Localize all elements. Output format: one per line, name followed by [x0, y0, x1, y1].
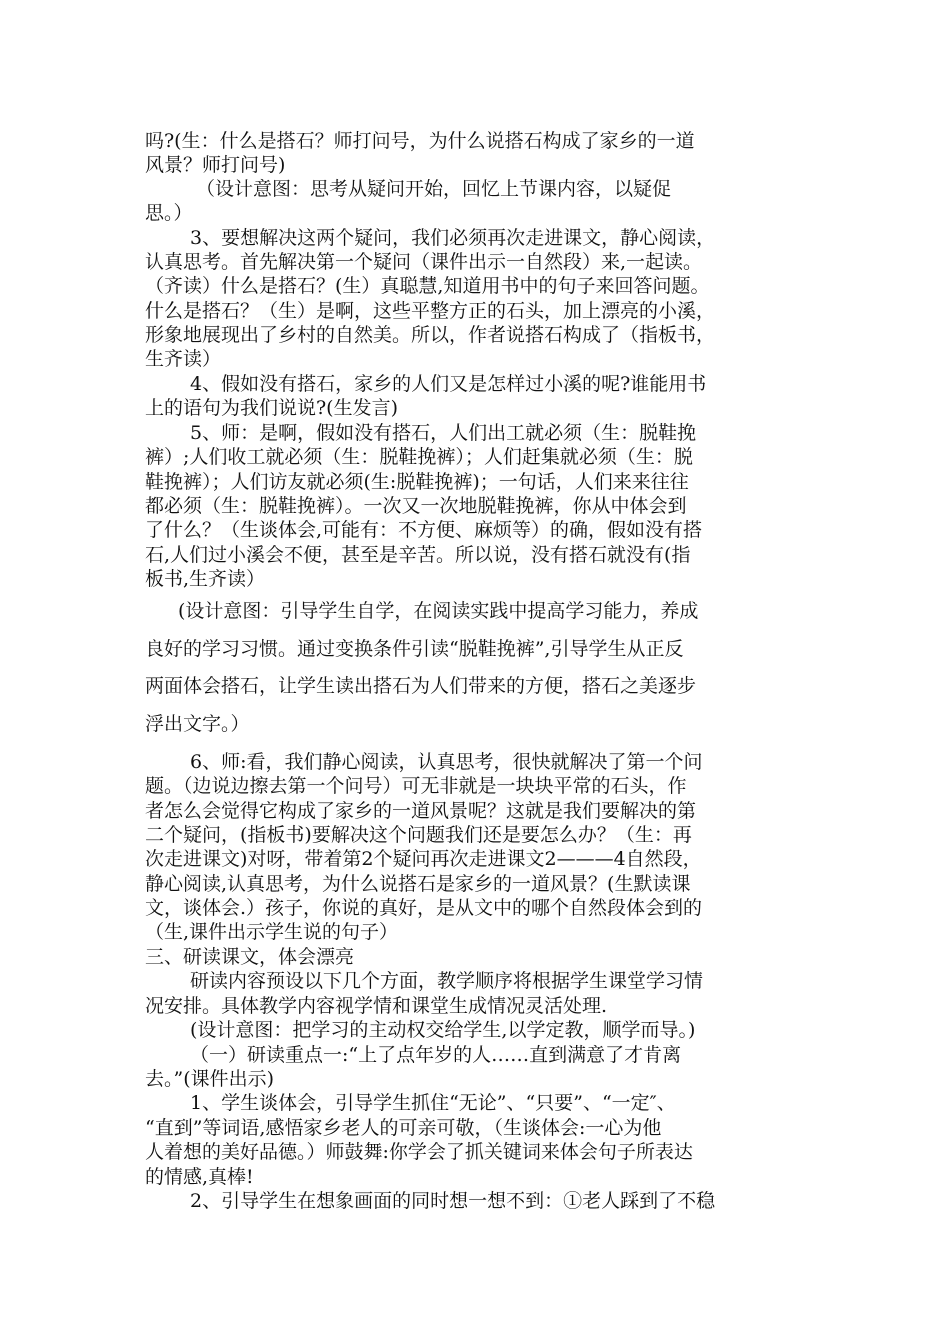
- text-line: 生齐读）: [145, 348, 222, 370]
- text-line: 的情感,真棒!: [145, 1166, 254, 1188]
- text-line: 题。（边说边擦去第一个问号）可无非就是一块块平常的石头，作: [145, 775, 687, 797]
- text-line: 都必须（生：脱鞋挽裤）。一次又一次地脱鞋挽裤，你从中体会到: [145, 495, 687, 517]
- text-line: （设计意图：思考从疑问开始，回忆上节课内容，以疑促: [196, 178, 672, 200]
- text-line: 二个疑问，(指板书)要解决这个问题我们还是要怎么办？（生：再: [145, 824, 692, 846]
- text-line: “直到”等词语,感悟家乡老人的可亲可敬，（生谈体会:一心为他: [145, 1117, 662, 1139]
- text-line: 认真思考。首先解决第一个疑问（课件出示一自然段）来,一起读。: [145, 251, 703, 273]
- text-line: 吗?(生：什么是搭石？师打问号，为什么说搭石构成了家乡的一道: [145, 130, 695, 152]
- text-line: 者怎么会觉得它构成了家乡的一道风景呢？这就是我们要解决的第: [145, 800, 697, 822]
- text-line: 4、假如没有搭石，家乡的人们又是怎样过小溪的呢?谁能用书: [190, 373, 707, 395]
- text-line: 人着想的美好品德。）师鼓舞:你学会了抓关键词来体会句子所表达: [145, 1141, 693, 1163]
- text-line: 良好的学习习惯。通过变换条件引读“脱鞋挽裤”,引导学生从正反: [145, 638, 684, 660]
- text-line: （生,课件出示学生说的句子）: [145, 921, 399, 943]
- text-line: 6、师:看，我们静心阅读，认真思考，很快就解决了第一个问: [190, 751, 703, 773]
- text-line: 上的语句为我们说说?(生发言): [145, 397, 399, 419]
- text-line: 思。）: [145, 202, 193, 224]
- text-line: （齐读）什么是搭石？(生）真聪慧,知道用书中的句子来回答问题。: [145, 275, 710, 297]
- text-line: 况安排。具体教学内容视学情和课堂生成情况灵活处理.: [145, 995, 608, 1017]
- text-line: 鞋挽裤）；人们访友就必须(生:脱鞋挽裤)；一句话，人们来来往往: [145, 471, 689, 493]
- text-line: (设计意图：把学习的主动权交给学生,以学定教，顺学而导。): [190, 1019, 696, 1041]
- text-line: 浮出文字。）: [145, 713, 250, 735]
- text-line: 文，谈体会.）孩子，你说的真好，是从文中的哪个自然段体会到的: [145, 897, 703, 919]
- text-line: 3、要想解决这两个疑问，我们必须再次走进课文，静心阅读，: [190, 227, 716, 249]
- text-line: 了什么？（生谈体会,可能有：不方便、麻烦等）的确，假如没有搭: [145, 519, 703, 541]
- text-line: 什么是搭石？（生）是啊，这些平整方正的石头，加上漂亮的小溪，: [145, 300, 716, 322]
- text-line: 研读内容预设以下几个方面，教学顺序将根据学生课堂学习情: [190, 970, 704, 992]
- text-line: 两面体会搭石，让学生读出搭石为人们带来的方便，搭石之美逐步: [145, 675, 697, 697]
- text-line: 裤）;人们收工就必须（生：脱鞋挽裤）；人们赶集就必须（生：脱: [145, 446, 693, 468]
- text-line: 2、引导学生在想象画面的同时想一想不到：①老人踩到了不稳: [190, 1190, 716, 1212]
- text-line: 风景？师打问号): [145, 154, 286, 176]
- text-line: 形象地展现出了乡村的自然美。所以，作者说搭石构成了（指板书，: [145, 324, 716, 346]
- section-heading: 三、研读课文，体会漂亮: [145, 946, 355, 968]
- text-line: 去。”(课件出示): [145, 1068, 275, 1090]
- text-line: 静心阅读,认真思考，为什么说搭石是家乡的一道风景？(生默读课: [145, 873, 691, 895]
- text-line: （一）研读重点一:“上了点年岁的人……直到满意了才肯离: [190, 1044, 682, 1066]
- text-line: 石,人们过小溪会不便，甚至是辛苦。所以说，没有搭石就没有(指: [145, 544, 691, 566]
- text-line: 次走进课文)对呀，带着第2个疑问再次走进课文2———4自然段，: [145, 848, 702, 870]
- text-line: 1、学生谈体会，引导学生抓住“无论”、“只要”、“一定″、: [190, 1092, 676, 1114]
- text-line: 板书,生齐读）: [145, 568, 266, 590]
- text-line: 5、师：是啊，假如没有搭石，人们出工就必须（生：脱鞋挽: [190, 422, 697, 444]
- text-line: (设计意图：引导学生自学，在阅读实践中提高学习能力，养成: [178, 600, 699, 622]
